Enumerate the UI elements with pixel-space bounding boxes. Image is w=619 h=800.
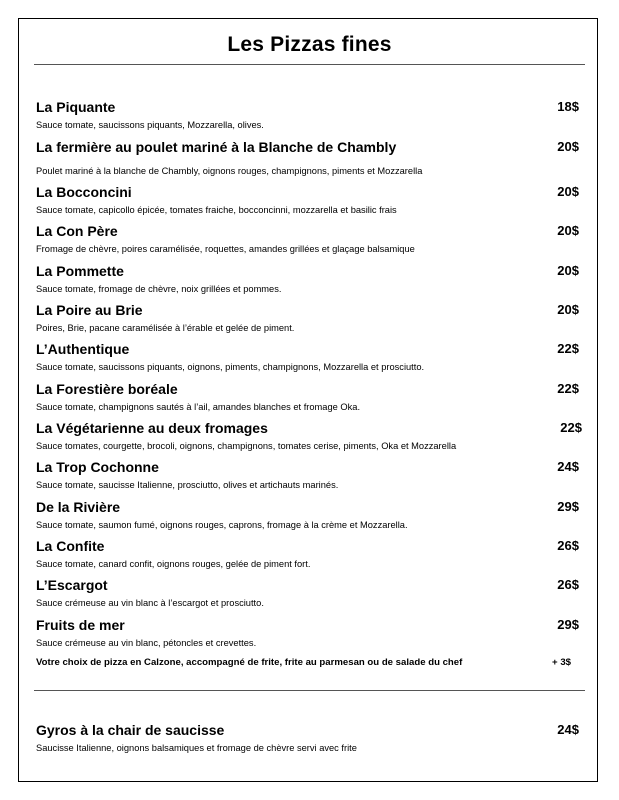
menu-item xyxy=(36,576,579,609)
item-name: La fermière au poulet mariné à la Blanche de Chambly xyxy=(36,139,397,155)
menu-item xyxy=(36,222,579,255)
item-description: Sauce tomate, saucisse Italienne, prosciutto, olives et artichauts marinés. xyxy=(36,480,339,490)
menu-item xyxy=(36,419,582,452)
item-name: La Végétarienne au deux fromages xyxy=(36,420,268,436)
menu-item xyxy=(36,616,579,649)
item-price: 24$ xyxy=(557,459,579,474)
item-description: Sauce tomate, saucissons piquants, Mozzarella, olives. xyxy=(36,120,264,130)
item-description: Sauce tomate, fromage de chèvre, noix grillées et pommes. xyxy=(36,284,282,294)
item-price: 26$ xyxy=(557,577,579,592)
item-price: 26$ xyxy=(557,538,579,553)
item-description: Sauce tomate, saumon fumé, oignons rouges, caprons, fromage à la crème et Mozzarella. xyxy=(36,520,408,530)
menu-item xyxy=(36,458,579,491)
item-name: Gyros à la chair de saucisse xyxy=(36,722,225,738)
item-price: 20$ xyxy=(557,263,579,278)
calzone-note-text: Votre choix de pizza en Calzone, accompagné de frite, frite au parmesan ou de salade du chef xyxy=(36,657,463,668)
item-description: Poires, Brie, pacane caramélisée à l’érable et gelée de piment. xyxy=(36,323,295,333)
item-price: 22$ xyxy=(560,420,582,435)
item-price: 22$ xyxy=(557,381,579,396)
item-description: Sauce crémeuse au vin blanc, pétoncles et crevettes. xyxy=(36,638,257,648)
item-description: Fromage de chèvre, poires caramélisée, roquettes, amandes grillées et glaçage balsamique xyxy=(36,244,415,254)
item-description: Sauce tomates, courgette, brocoli, oignons, champignons, tomates cerise, piments, Oka et Mozzarella xyxy=(36,441,457,451)
calzone-extra-price: + 3$ xyxy=(552,657,571,668)
item-price: 20$ xyxy=(557,223,579,238)
item-name: Fruits de mer xyxy=(36,617,125,633)
item-name: La Forestière boréale xyxy=(36,381,178,397)
item-description: Sauce tomate, canard confit, oignons rouges, gelée de piment fort. xyxy=(36,559,311,569)
menu-item xyxy=(36,183,579,216)
item-price: 29$ xyxy=(557,617,579,632)
menu-item xyxy=(36,380,579,413)
item-description: Sauce tomate, champignons sautés à l’ail, amandes blanches et fromage Oka. xyxy=(36,402,361,412)
item-name: L’Escargot xyxy=(36,577,108,593)
menu-item xyxy=(36,340,579,373)
item-description: Sauce tomate, saucissons piquants, oignons, piments, champignons, Mozzarella et prosciutto. xyxy=(36,362,425,372)
item-description: Saucisse Italienne, oignons balsamiques et fromage de chèvre servi avec frite xyxy=(36,743,357,753)
calzone-note xyxy=(36,657,579,669)
item-price: 20$ xyxy=(557,184,579,199)
menu-item xyxy=(36,537,579,570)
item-name: La Confite xyxy=(36,538,105,554)
gyros-item xyxy=(36,721,579,754)
item-price: 18$ xyxy=(557,99,579,114)
item-name: La Poire au Brie xyxy=(36,302,143,318)
item-price: 20$ xyxy=(557,139,579,154)
item-name: La Bocconcini xyxy=(36,184,132,200)
menu-item xyxy=(36,138,579,177)
menu-item xyxy=(36,262,579,295)
menu-item xyxy=(36,498,579,531)
item-description: Poulet mariné à la blanche de Chambly, oignons rouges, champignons, piments et Mozzarella xyxy=(36,166,423,176)
item-name: L’Authentique xyxy=(36,341,130,357)
page-title: Les Pizzas fines xyxy=(227,33,392,56)
item-price: 24$ xyxy=(557,722,579,737)
item-price: 29$ xyxy=(557,499,579,514)
menu-item xyxy=(36,98,579,131)
item-name: La Piquante xyxy=(36,99,116,115)
item-name: La Pommette xyxy=(36,263,124,279)
item-name: La Trop Cochonne xyxy=(36,459,159,475)
item-price: 22$ xyxy=(557,341,579,356)
section-divider xyxy=(34,690,585,691)
item-name: De la Rivière xyxy=(36,499,121,515)
title-divider xyxy=(34,64,585,65)
item-price: 20$ xyxy=(557,302,579,317)
item-name: La Con Père xyxy=(36,223,118,239)
item-description: Sauce crémeuse au vin blanc à l’escargot et prosciutto. xyxy=(36,598,264,608)
menu-item xyxy=(36,301,579,334)
item-description: Sauce tomate, capicollo épicée, tomates fraiche, bocconcinni, mozzarella et basilic frais xyxy=(36,205,397,215)
